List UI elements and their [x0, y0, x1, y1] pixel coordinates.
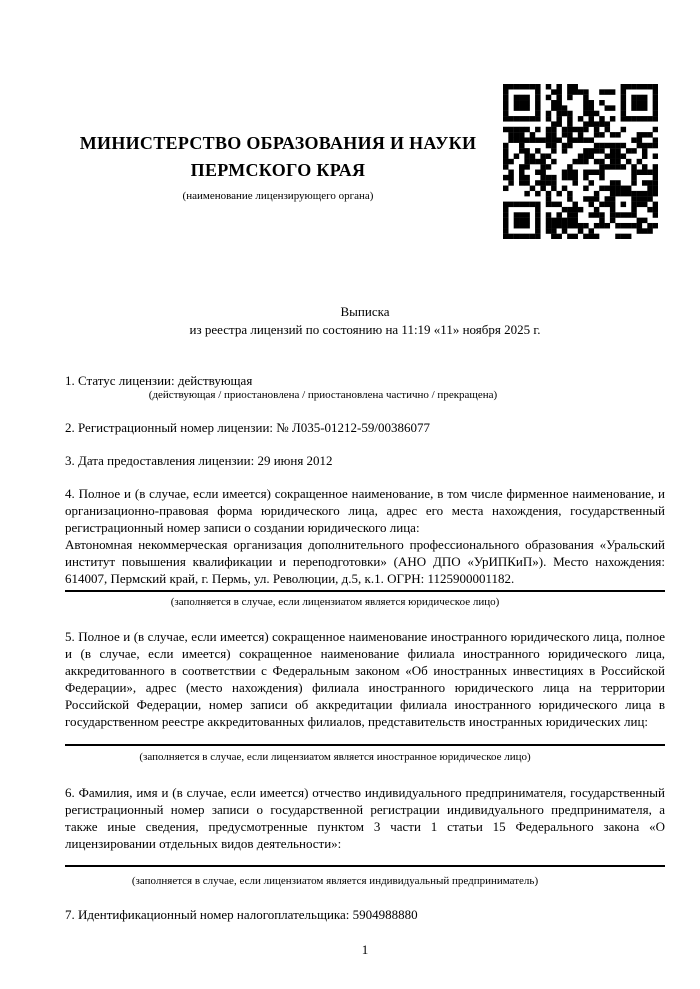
ministry-name-line1: МИНИСТЕРСТВО ОБРАЗОВАНИЯ И НАУКИ [79, 133, 477, 153]
item-registration-number: 2. Регистрационный номер лицензии: № Л035-01212-59/00386077 [65, 420, 431, 435]
licensing-authority-note: (наименование лицензирующего органа) [182, 190, 374, 202]
foreign-entity-note: (заполняется в случае, если лицензиатом является иностранное юридическое лицо) [139, 751, 531, 763]
item-taxpayer-number: 7. Идентификационный номер налогоплательщика: 5904988880 [65, 907, 418, 922]
document-body [65, 303, 665, 958]
field-rule-foreign-entity [65, 744, 665, 746]
license-status-note: (действующая / приостановлена / приостановлена частично / прекращена) [148, 389, 498, 401]
item-grant-date: 3. Дата предоставления лицензии: 29 июня 2012 [65, 453, 333, 468]
page-number: 1 [361, 942, 369, 957]
qr-code [503, 84, 658, 239]
item-legal-entity-question: 4. Полное и (в случае, если имеется) сокращенное наименование, в том числе фирменное наименование, и организационно-правовая форма юридического лица, адрес его места нахождения, государственный регистрационный номер записи о создании юридического лица: [65, 486, 665, 535]
legal-entity-note: (заполняется в случае, если лицензиатом является юридическое лицо) [170, 596, 500, 608]
field-rule-legal-entity [65, 590, 665, 592]
item-individual-question: 6. Фамилия, имя и (в случае, если имеется) отчество индивидуального предпринимателя, государственный регистрационный номер записи о государственной регистрации индивидуального предпринимателя, а также иные сведения, предусмотренные пунктом 3 части 1 статьи 15 Федерального закона «О лицензировании отдельных видов деятельности»: [65, 785, 665, 851]
item-foreign-entity-question: 5. Полное и (в случае, если имеется) сокращенное наименование иностранного юридического лица, полное и (в случае, если имеется) сокращенное наименование филиала иностранного юридического лица, аккредитованного в соответствии с Федеральным законом «Об иностранных инвестициях в Российской Федерации», адрес (место нахождения) филиала иностранного юридического лица на территории Российской Федерации, номер записи об аккредитации филиала иностранного юридического лица в государственном реестре аккредитованных филиалов, представительств иностранных юридических лиц: [65, 629, 665, 729]
item-legal-entity-answer: Автономная некоммерческая организация дополнительного профессионального образования «Уральский институт повышения квалификации и переподготовки» (АНО ДПО «УрИПКиП»). Место нахождения: 614007, Пермский край, г. Пермь, ул. Революции, д.5, к.1. ОГРН: 1125900001182. [65, 537, 665, 586]
field-rule-individual [65, 865, 665, 867]
document-title: Выписка [340, 304, 390, 319]
licensing-authority-header [65, 130, 491, 203]
individual-note: (заполняется в случае, если лицензиатом является индивидуальный предприниматель) [131, 875, 539, 887]
document-subtitle: из реестра лицензий по состоянию на 11:19 «11» ноября 2025 г. [189, 322, 541, 337]
ministry-name-line2: ПЕРМСКОГО КРАЯ [190, 160, 366, 180]
item-license-status: 1. Статус лицензии: действующая [65, 373, 253, 388]
